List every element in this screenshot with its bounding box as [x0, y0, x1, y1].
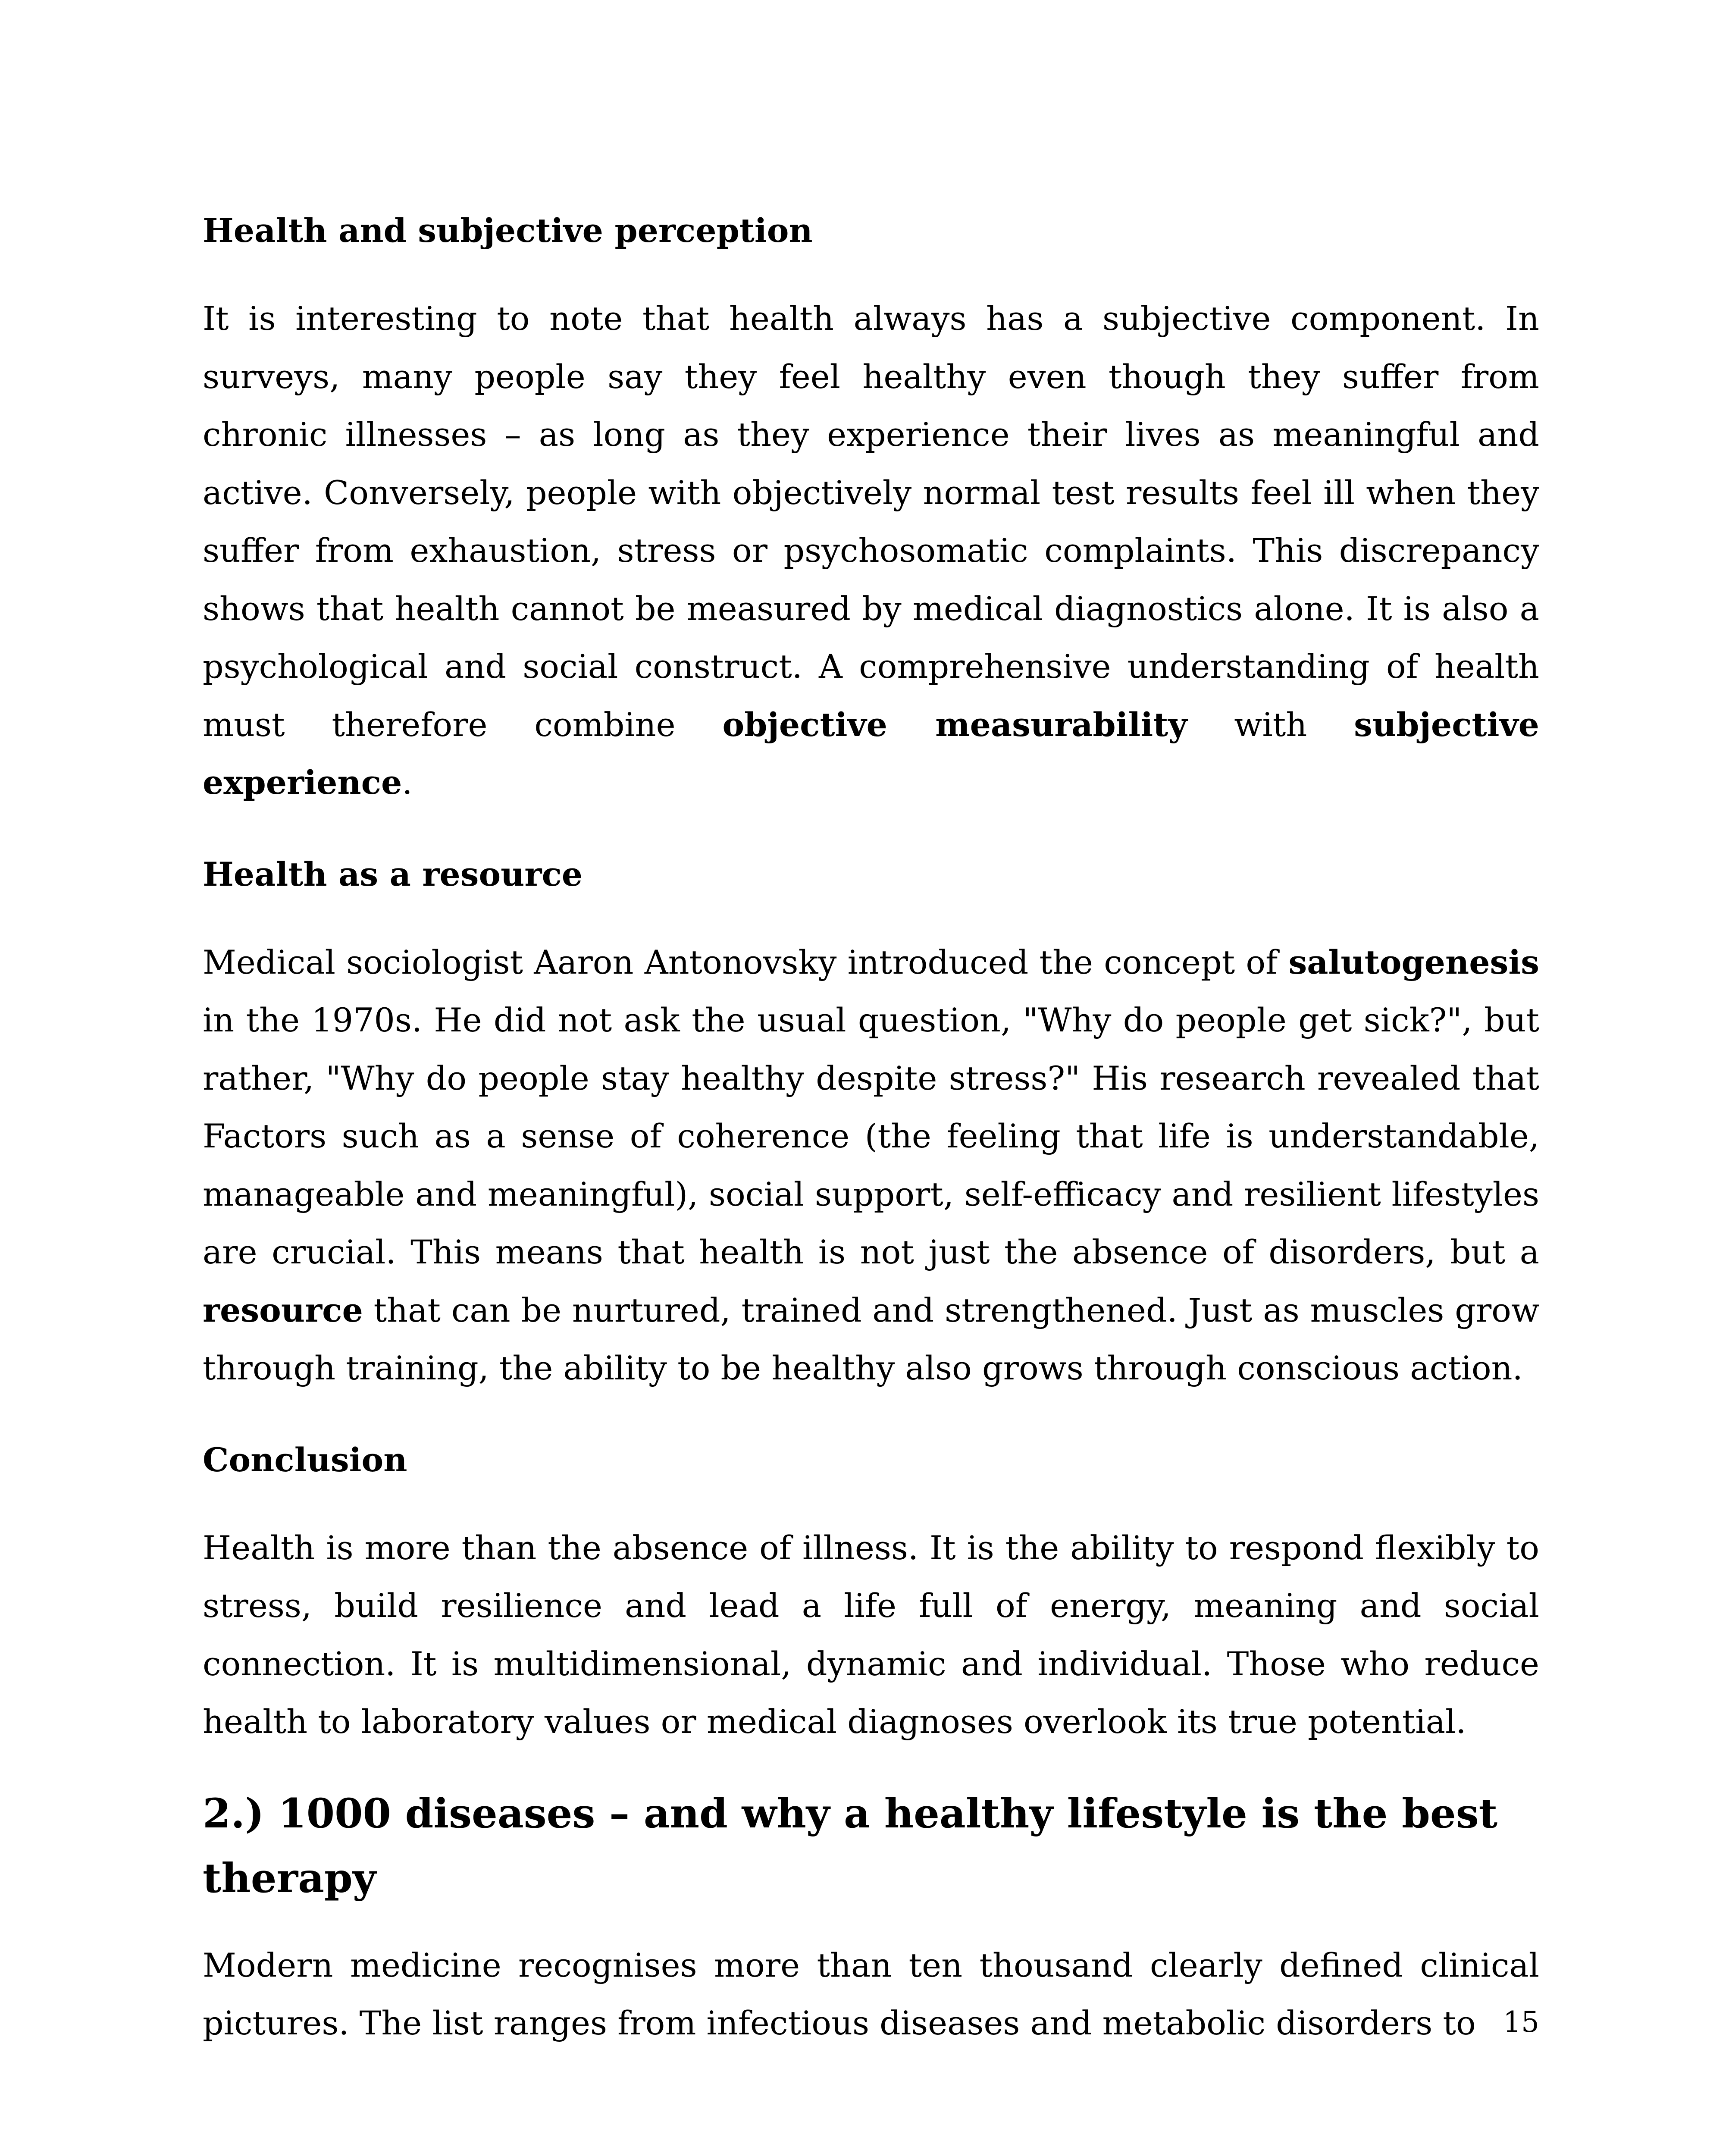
text-run: in the 1970s. He did not ask the usual question, "Why do people get sick?", but rather, "Why do people stay healthy despite stress?" His research revealed that Factors such as a sense of coherence (the feeling that life is understandable, manageable and meaningful), social support, self-efficacy and resilient lifestyles are crucial. This means that health is not just the absence of disorders, but a	[203, 1001, 1539, 1271]
emphasis-objective-measurability: objective measurability	[722, 705, 1187, 744]
emphasis-resource: resource	[203, 1291, 363, 1329]
text-run: It is interesting to note that health always has a subjective component. In surveys, many people say they feel healthy even though they suffer from chronic illnesses – as long as they experience their lives as meaningful and active. Conversely, people with objectively normal test results feel ill when they suffer from exhaustion, stress or psychosomatic complaints. This discrepancy shows that health cannot be measured by medical diagnostics alone. It is also a psychological and social construct. A comprehensive understanding of health must therefore combine	[203, 299, 1539, 744]
paragraph-subjective-perception	[203, 290, 1539, 812]
text-run: .	[402, 763, 413, 802]
page-content	[203, 203, 1539, 2053]
text-run: that can be nurtured, trained and strengthened. Just as muscles grow through training, the ability to be healthy also grows through conscious action.	[203, 1291, 1539, 1387]
section-heading-resource: Health as a resource	[203, 855, 583, 893]
chapter-heading: 2.) 1000 diseases – and why a healthy lifestyle is the best therapy	[203, 1789, 1498, 1902]
section-heading-subjective-perception: Health and subjective perception	[203, 211, 813, 250]
section-heading-conclusion: Conclusion	[203, 1440, 407, 1479]
text-run: Medical sociologist Aaron Antonovsky introduced the concept of	[203, 943, 1289, 981]
emphasis-salutogenesis: salutogenesis	[1288, 943, 1539, 981]
paragraph-resource	[203, 934, 1539, 1398]
text-run: with	[1187, 705, 1354, 744]
paragraph-conclusion: Health is more than the absence of illness. It is the ability to respond flexibly to stress, build resilience and lead a life full of energy, meaning and social connection. It is multidimensional, dynamic and individual. Those who reduce health to laboratory values or medical diagnoses overlook its true potential.	[203, 1528, 1539, 1741]
page-number: 15	[1503, 2006, 1539, 2039]
paragraph-chapter-intro: Modern medicine recognises more than ten thousand clearly defined clinical pictures. The list ranges from infectious diseases and metabolic disorders to	[203, 1946, 1539, 2042]
emphasis-subjective-experience: subjective experience	[203, 705, 1539, 802]
